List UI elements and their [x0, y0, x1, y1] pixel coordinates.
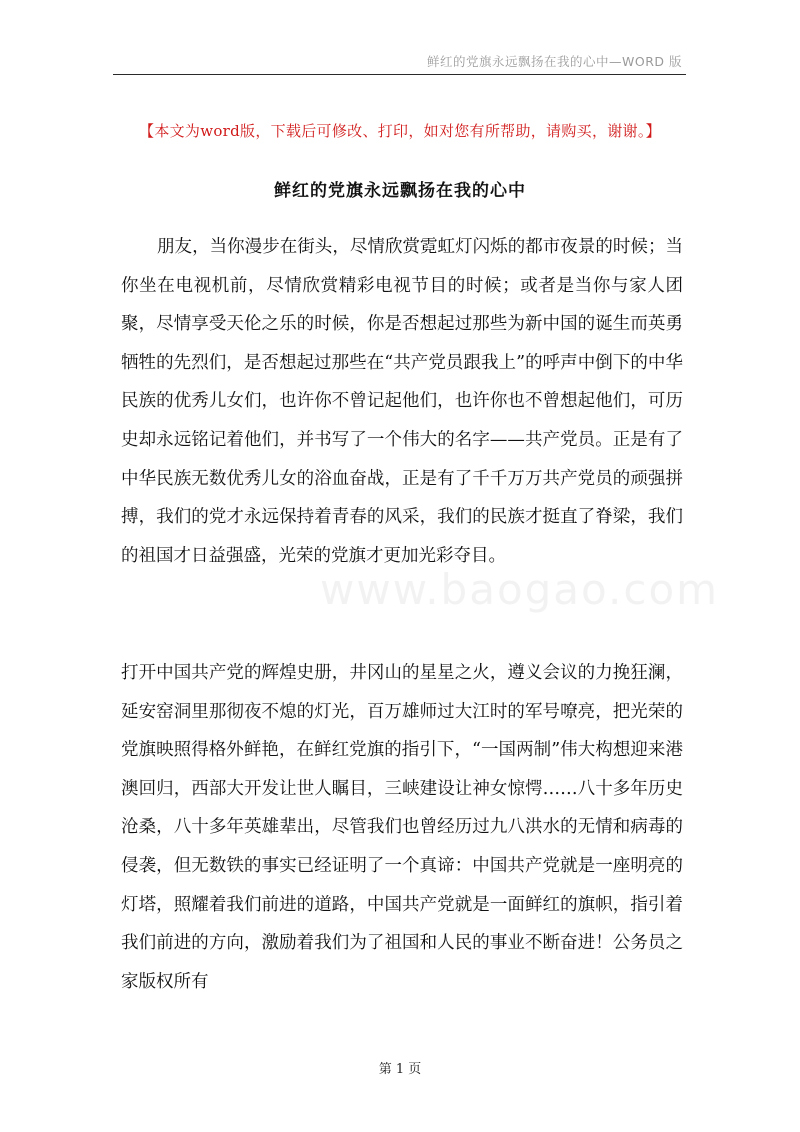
watermark: www.baogao.com — [320, 565, 720, 614]
running-header: 鲜红的党旗永远飘扬在我的心中—WORD 版 — [427, 54, 682, 69]
header-divider — [113, 74, 686, 75]
body-paragraph-2: 打开中国共产党的辉煌史册，井冈山的星星之火，遵义会议的力挽狂澜，延安窑洞里那彻夜不熄的灯光，百万雄师过大江时的军号嘹亮，把光荣的党旗映照得格外鲜艳，在鲜红党旗的指引下，“一国两制”伟大构想迎来港澳回归，西部大开发让世人瞩目，三峡建设让神女惊愕……八十多年历史沧桑，八十多年英雄辈出，尽管我们也曾经历过九八洪水的无情和病毒的侵袭，但无数铁的事实已经证明了一个真谛：中国共产党就是一座明亮的灯塔，照耀着我们前进的道路，中国共产党就是一面鲜红的旗帜，指引着我们前进的方向，激励着我们为了祖国和人民的事业不断奋进！公务员之家版权所有 — [121, 663, 683, 992]
download-notice: 【本文为word版，下载后可修改、打印，如对您有所帮助，请购买，谢谢。】 — [139, 122, 661, 140]
body-paragraph-1: 朋友，当你漫步在街头，尽情欣赏霓虹灯闪烁的都市夜景的时候；当你坐在电视机前，尽情欣赏精彩电视节目的时候；或者是当你与家人团聚，尽情享受天伦之乐的时候，你是否想起过那些为新中国的诞生而英勇牺牲的先烈们，是否想起过那些在“共产党员跟我上”的呼声中倒下的中华民族的优秀儿女们，也许你不曾记起他们，也许你也不曾想起他们，可历史却永远铭记着他们，并书写了一个伟大的名字——共产党员。正是有了中华民族无数优秀儿女的浴血奋战，正是有了千千万万共产党员的顽强拼搏，我们的党才永远保持着青春的风采，我们的民族才挺直了脊梁，我们的祖国才日益强盛，光荣的党旗才更加光彩夺目。 — [121, 237, 683, 566]
document-title: 鲜红的党旗永远飘扬在我的心中 — [274, 181, 526, 201]
page-number: 第 1 页 — [378, 1062, 422, 1077]
